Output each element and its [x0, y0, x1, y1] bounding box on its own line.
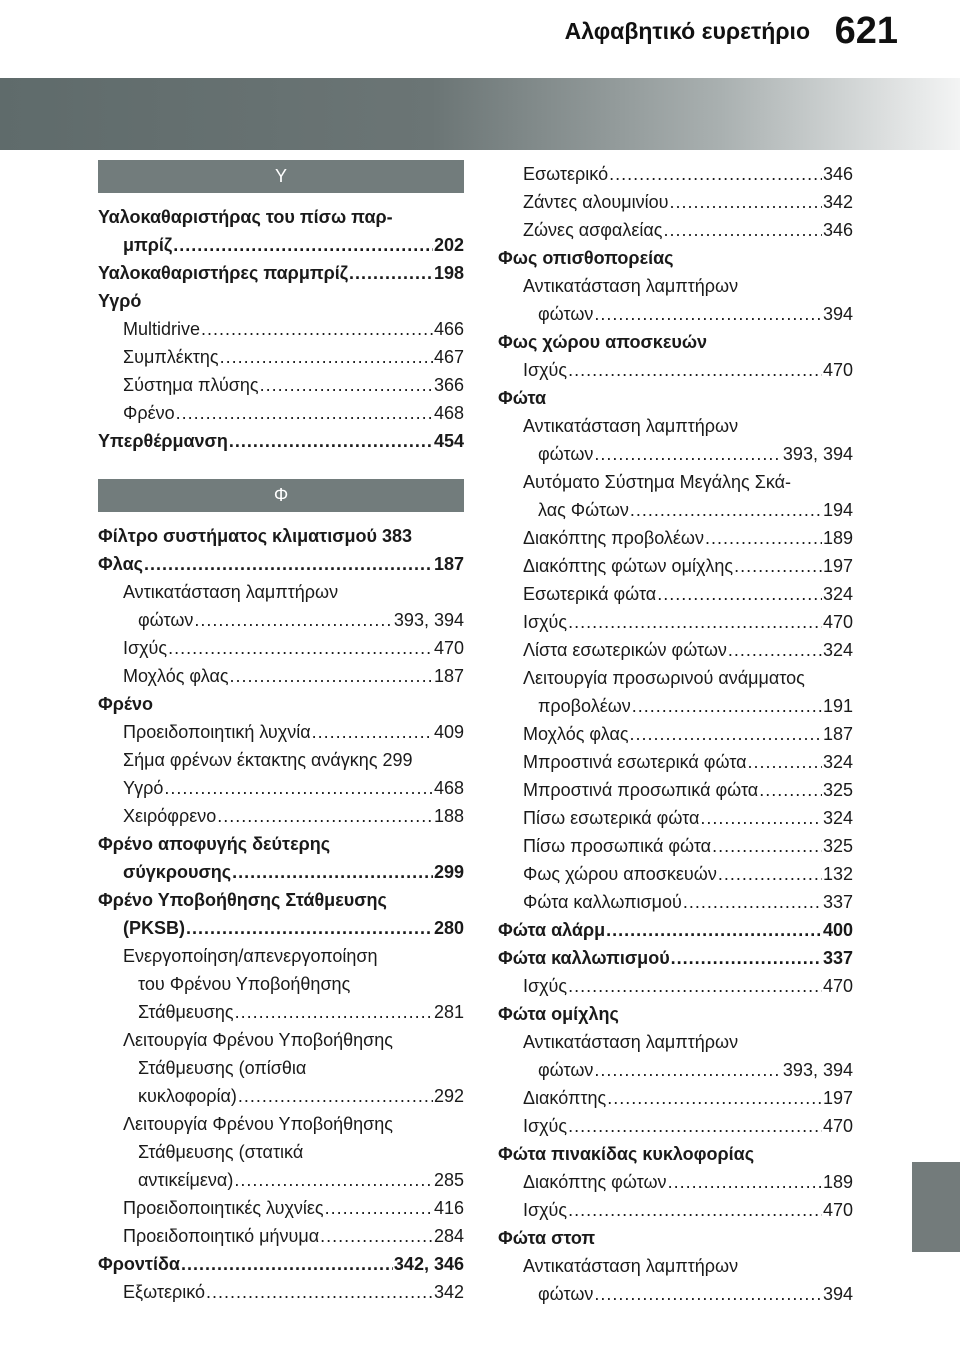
entry-term: του Φρένου Υποβοήθησης — [138, 974, 351, 994]
entry-page-number: 292 — [433, 1086, 464, 1106]
leader-dots — [181, 1250, 393, 1278]
section-header-y: Υ — [98, 160, 464, 193]
leader-dots — [312, 718, 433, 746]
entry-page-number: 194 — [822, 500, 853, 520]
entry-term: Φίλτρο συστήματος κλιματισμού 383 — [98, 526, 413, 546]
entry-term: Λειτουργία Φρένου Υποβοήθησης — [123, 1114, 393, 1134]
entry-term: Ισχύς — [123, 638, 168, 658]
leader-dots — [718, 860, 822, 888]
entry-term: Μπροστινά εσωτερικά φώτα — [523, 752, 747, 772]
entry-page-number: 470 — [433, 638, 464, 658]
leader-dots — [568, 1196, 822, 1224]
entry-page-number: 197 — [822, 556, 853, 576]
entry-page-number: 198 — [433, 263, 464, 283]
index-subentry — [98, 1166, 464, 1194]
index-heading — [98, 427, 464, 455]
index-heading — [498, 1140, 853, 1168]
entry-term: Αντικατάσταση λαμπτήρων — [523, 276, 739, 296]
leader-dots — [164, 774, 433, 802]
leader-dots — [759, 776, 822, 804]
leader-dots — [683, 888, 822, 916]
leader-dots — [594, 1280, 822, 1308]
entry-term: αντικείμενα) — [138, 1170, 234, 1190]
entry-page-number: 468 — [433, 778, 464, 798]
entry-term: φώτων — [538, 1284, 594, 1304]
index-subentry — [498, 776, 853, 804]
index-subentry — [98, 1278, 464, 1306]
index-subentry — [98, 746, 464, 774]
index-subentry — [98, 1194, 464, 1222]
entry-page-number: 324 — [822, 808, 853, 828]
index-heading — [98, 287, 464, 315]
leader-dots — [609, 160, 822, 188]
entry-page-number: 281 — [433, 1002, 464, 1022]
index-heading — [498, 1224, 853, 1252]
entry-page-number: 132 — [822, 864, 853, 884]
index-heading — [98, 690, 464, 718]
entry-term: Προειδοποιητική λυχνία — [123, 722, 311, 742]
thumb-index-tab — [912, 1162, 960, 1252]
index-subentry — [498, 1280, 853, 1308]
entry-term: Αντικατάσταση λαμπτήρων — [523, 1256, 739, 1276]
entry-page-number: 202 — [433, 235, 464, 255]
entry-term: Multidrive — [123, 319, 201, 339]
index-list-y — [98, 203, 464, 455]
entry-page-number: 394 — [822, 1284, 853, 1304]
index-subentry — [498, 216, 853, 244]
index-subentry — [498, 860, 853, 888]
entry-page-number: 466 — [433, 319, 464, 339]
entry-term: Χειρόφρενο — [123, 806, 217, 826]
entry-term: Φρένο — [98, 694, 154, 714]
index-subentry — [98, 774, 464, 802]
entry-term: λας Φώτων — [538, 500, 629, 520]
index-subentry — [498, 1168, 853, 1196]
leader-dots — [168, 634, 433, 662]
index-subentry — [498, 1112, 853, 1140]
entry-term: Φώτα στοπ — [498, 1228, 596, 1248]
entry-page-number: 299 — [433, 862, 464, 882]
entry-term: Μοχλός φλας — [523, 724, 629, 744]
leader-dots — [232, 858, 433, 886]
header-title: Αλφαβητικό ευρετήριο — [564, 18, 810, 44]
leader-dots — [173, 231, 433, 259]
entry-term: Ισχύς — [523, 976, 568, 996]
leader-dots — [186, 914, 433, 942]
entry-term: Στάθμευσης (οπίσθια — [138, 1058, 307, 1078]
leader-dots — [568, 608, 822, 636]
entry-term: Φώτα ομίχλης — [498, 1004, 619, 1024]
leader-dots — [568, 1112, 822, 1140]
entry-term: Διακόπτης — [523, 1088, 607, 1108]
entry-term: Αυτόματο Σύστημα Μεγάλης Σκά- — [523, 472, 792, 492]
index-subentry — [498, 440, 853, 468]
index-subentry — [498, 972, 853, 1000]
index-subentry — [498, 720, 853, 748]
index-subentry — [98, 1054, 464, 1082]
index-heading — [98, 522, 464, 550]
index-subentry — [498, 160, 853, 188]
entry-page-number: 191 — [822, 696, 853, 716]
entry-term: προβολέων — [538, 696, 631, 716]
index-subentry — [98, 315, 464, 343]
entry-term: Συμπλέκτης — [123, 347, 219, 367]
index-subentry — [98, 802, 464, 830]
index-subentry — [98, 399, 464, 427]
leader-dots — [217, 802, 433, 830]
leader-dots — [712, 832, 822, 860]
entry-term: Υγρό — [98, 291, 142, 311]
index-heading — [98, 830, 464, 858]
entry-page-number: 324 — [822, 752, 853, 772]
entry-term: φώτων — [538, 304, 594, 324]
index-subentry — [98, 1110, 464, 1138]
index-subentry — [498, 748, 853, 776]
entry-term: Ισχύς — [523, 1116, 568, 1136]
entry-term: Εσωτερικά φώτα — [523, 584, 657, 604]
entry-term: Ενεργοποίηση/απενεργοποίηση — [123, 946, 378, 966]
entry-page-number: 197 — [822, 1088, 853, 1108]
index-subentry — [498, 1084, 853, 1112]
index-heading — [98, 886, 464, 914]
entry-term: Σήμα φρένων έκτακτης ανάγκης 299 — [123, 750, 413, 770]
entry-term: Φώτα αλάρμ — [498, 920, 606, 940]
index-subentry — [98, 634, 464, 662]
index-subentry — [498, 300, 853, 328]
index-subentry — [498, 412, 853, 440]
index-subentry — [98, 371, 464, 399]
entry-page-number: 284 — [433, 1226, 464, 1246]
entry-term: Εσωτερικό — [523, 164, 609, 184]
entry-page-number: 189 — [822, 528, 853, 548]
entry-term: κυκλοφορία) — [138, 1086, 237, 1106]
entry-page-number: 393, 394 — [782, 444, 853, 464]
index-subentry — [498, 272, 853, 300]
entry-term: Φρένο — [123, 403, 175, 423]
leader-dots — [657, 580, 822, 608]
entry-term: (PKSB) — [123, 918, 185, 938]
entry-term: Φώτα — [498, 388, 547, 408]
page-header — [0, 0, 960, 64]
leader-dots — [194, 606, 393, 634]
section-header-f: Φ — [98, 479, 464, 512]
index-heading — [98, 914, 464, 942]
entry-term: Πίσω προσωπικά φώτα — [523, 836, 712, 856]
index-heading — [98, 203, 464, 231]
leader-dots — [325, 1194, 433, 1222]
entry-term: σύγκρουσης — [123, 862, 232, 882]
entry-page-number: 346 — [822, 164, 853, 184]
index-subentry — [98, 578, 464, 606]
entry-term: Ισχύς — [523, 360, 568, 380]
index-subentry — [498, 636, 853, 664]
leader-dots — [235, 998, 433, 1026]
entry-page-number: 187 — [433, 666, 464, 686]
entry-term: Στάθμευσης (στατικά — [138, 1142, 304, 1162]
entry-term: Υγρό — [123, 778, 164, 798]
index-subentry — [498, 804, 853, 832]
index-heading — [98, 858, 464, 886]
entry-term: Ζάντες αλουμινίου — [523, 192, 669, 212]
leader-dots — [568, 356, 822, 384]
entry-page-number: 285 — [433, 1170, 464, 1190]
index-subentry — [98, 606, 464, 634]
entry-term: Μπροστινά προσωπικά φώτα — [523, 780, 759, 800]
leader-dots — [607, 1084, 822, 1112]
index-heading — [98, 259, 464, 287]
entry-term: Φώτα καλλωπισμού — [498, 948, 670, 968]
leader-dots — [201, 315, 433, 343]
index-subentry — [98, 662, 464, 690]
index-subentry — [498, 188, 853, 216]
entry-term: Μοχλός φλας — [123, 666, 229, 686]
entry-term: Φως οπισθοπορείας — [498, 248, 674, 268]
index-heading — [498, 944, 853, 972]
entry-page-number: 470 — [822, 612, 853, 632]
index-subentry — [498, 832, 853, 860]
index-subentry — [498, 1252, 853, 1280]
entry-term: Λειτουργία προσωρινού ανάμματος — [523, 668, 805, 688]
entry-term: Φώτα πινακίδας κυκλοφορίας — [498, 1144, 755, 1164]
entry-page-number: 393, 394 — [782, 1060, 853, 1080]
leader-dots — [594, 1056, 782, 1084]
index-subentry — [98, 1082, 464, 1110]
leader-dots — [349, 259, 433, 287]
entry-term: Φως χώρου αποσκευών — [523, 864, 717, 884]
leader-dots — [238, 1082, 433, 1110]
index-heading — [498, 916, 853, 944]
header-gradient-bar — [0, 78, 960, 150]
index-subentry — [498, 888, 853, 916]
leader-dots — [630, 720, 822, 748]
index-heading — [98, 550, 464, 578]
entry-term: Αντικατάσταση λαμπτήρων — [123, 582, 339, 602]
entry-term: μπρίζ — [123, 235, 173, 255]
leader-dots — [606, 916, 822, 944]
index-subentry — [98, 343, 464, 371]
index-subentry — [98, 942, 464, 970]
entry-page-number: 393, 394 — [393, 610, 464, 630]
leader-dots — [229, 427, 433, 455]
index-subentry — [98, 1026, 464, 1054]
index-subentry — [498, 608, 853, 636]
entry-page-number: 470 — [822, 1200, 853, 1220]
entry-term: Ισχύς — [523, 1200, 568, 1220]
index-heading — [98, 231, 464, 259]
index-subentry — [498, 468, 853, 496]
entry-page-number: 394 — [822, 304, 853, 324]
entry-page-number: 325 — [822, 780, 853, 800]
leader-dots — [671, 944, 822, 972]
leader-dots — [176, 399, 433, 427]
index-subentry — [498, 356, 853, 384]
entry-term: Πίσω εσωτερικά φώτα — [523, 808, 700, 828]
index-subentry — [98, 1138, 464, 1166]
index-heading — [498, 1000, 853, 1028]
page-number: 621 — [834, 10, 898, 52]
entry-page-number: 470 — [822, 976, 853, 996]
entry-term: Ζώνες ασφαλείας — [523, 220, 663, 240]
entry-term: Διακόπτης προβολέων — [523, 528, 704, 548]
entry-term: Υαλοκαθαριστήρες παρμπρίζ — [98, 263, 349, 283]
leader-dots — [734, 552, 822, 580]
entry-term: Προειδοποιητικές λυχνίες — [123, 1198, 324, 1218]
index-subentry — [98, 970, 464, 998]
entry-term: Φως χώρου αποσκευών — [498, 332, 708, 352]
entry-page-number: 189 — [822, 1172, 853, 1192]
index-subentry — [498, 664, 853, 692]
index-column-left — [98, 160, 464, 1306]
index-subentry — [498, 496, 853, 524]
index-heading — [498, 384, 853, 412]
index-subentry — [98, 998, 464, 1026]
entry-term: φώτων — [538, 444, 594, 464]
entry-term: φώτων — [138, 610, 194, 630]
leader-dots — [568, 972, 822, 1000]
entry-page-number: 187 — [433, 554, 464, 574]
entry-page-number: 454 — [433, 431, 464, 451]
leader-dots — [144, 550, 433, 578]
index-list-f-continued — [498, 160, 853, 1308]
index-heading — [98, 1250, 464, 1278]
index-column-right — [498, 160, 853, 1308]
entry-page-number: 280 — [433, 918, 464, 938]
entry-term: Φρένο Υποβοήθησης Στάθμευσης — [98, 890, 387, 910]
entry-page-number: 400 — [822, 920, 853, 940]
leader-dots — [320, 1222, 433, 1250]
entry-term: Φώτα καλλωπισμού — [523, 892, 682, 912]
entry-term: Φροντίδα — [98, 1254, 180, 1274]
entry-term: Υπερθέρμανση — [98, 431, 228, 451]
entry-term: Φρένο αποφυγής δεύτερης — [98, 834, 331, 854]
entry-page-number: 324 — [822, 584, 853, 604]
leader-dots — [630, 496, 822, 524]
entry-page-number: 337 — [822, 892, 853, 912]
index-subentry — [498, 524, 853, 552]
entry-page-number: 416 — [433, 1198, 464, 1218]
leader-dots — [663, 216, 822, 244]
entry-term: Λίστα εσωτερικών φώτων — [523, 640, 727, 660]
leader-dots — [260, 371, 433, 399]
entry-term: Στάθμευσης — [138, 1002, 234, 1022]
entry-page-number: 468 — [433, 403, 464, 423]
leader-dots — [234, 1166, 433, 1194]
entry-page-number: 342, 346 — [393, 1254, 464, 1274]
entry-page-number: 342 — [433, 1282, 464, 1302]
leader-dots — [668, 1168, 822, 1196]
index-subentry — [98, 718, 464, 746]
entry-page-number: 324 — [822, 640, 853, 660]
leader-dots — [206, 1278, 433, 1306]
leader-dots — [594, 300, 822, 328]
entry-term: Διακόπτης φώτων — [523, 1172, 667, 1192]
leader-dots — [748, 748, 822, 776]
index-heading — [498, 328, 853, 356]
entry-page-number: 188 — [433, 806, 464, 826]
index-subentry — [498, 692, 853, 720]
index-heading — [498, 244, 853, 272]
leader-dots — [669, 188, 822, 216]
entry-term: Λειτουργία Φρένου Υποβοήθησης — [123, 1030, 393, 1050]
entry-page-number: 409 — [433, 722, 464, 742]
leader-dots — [220, 343, 433, 371]
entry-page-number: 470 — [822, 360, 853, 380]
entry-page-number: 346 — [822, 220, 853, 240]
entry-page-number: 187 — [822, 724, 853, 744]
entry-term: Αντικατάσταση λαμπτήρων — [523, 416, 739, 436]
index-subentry — [498, 1056, 853, 1084]
entry-page-number: 470 — [822, 1116, 853, 1136]
entry-term: Διακόπτης φώτων ομίχλης — [523, 556, 734, 576]
entry-term: Αντικατάσταση λαμπτήρων — [523, 1032, 739, 1052]
entry-term: Υαλοκαθαριστήρας του πίσω παρ- — [98, 207, 393, 227]
leader-dots — [700, 804, 822, 832]
index-subentry — [498, 580, 853, 608]
entry-term: Ισχύς — [523, 612, 568, 632]
entry-term: Προειδοποιητικό μήνυμα — [123, 1226, 320, 1246]
entry-page-number: 342 — [822, 192, 853, 212]
index-subentry — [498, 1196, 853, 1224]
entry-term: Εξωτερικό — [123, 1282, 206, 1302]
entry-page-number: 467 — [433, 347, 464, 367]
leader-dots — [594, 440, 782, 468]
entry-term: Σύστημα πλύσης — [123, 375, 259, 395]
entry-page-number: 366 — [433, 375, 464, 395]
entry-term: Φλας — [98, 554, 143, 574]
index-subentry — [498, 552, 853, 580]
leader-dots — [230, 662, 433, 690]
index-subentry — [98, 1222, 464, 1250]
entry-page-number: 325 — [822, 836, 853, 856]
leader-dots — [728, 636, 822, 664]
entry-term: φώτων — [538, 1060, 594, 1080]
entry-page-number: 337 — [822, 948, 853, 968]
index-subentry — [498, 1028, 853, 1056]
leader-dots — [705, 524, 822, 552]
leader-dots — [632, 692, 822, 720]
index-list-f — [98, 522, 464, 1306]
